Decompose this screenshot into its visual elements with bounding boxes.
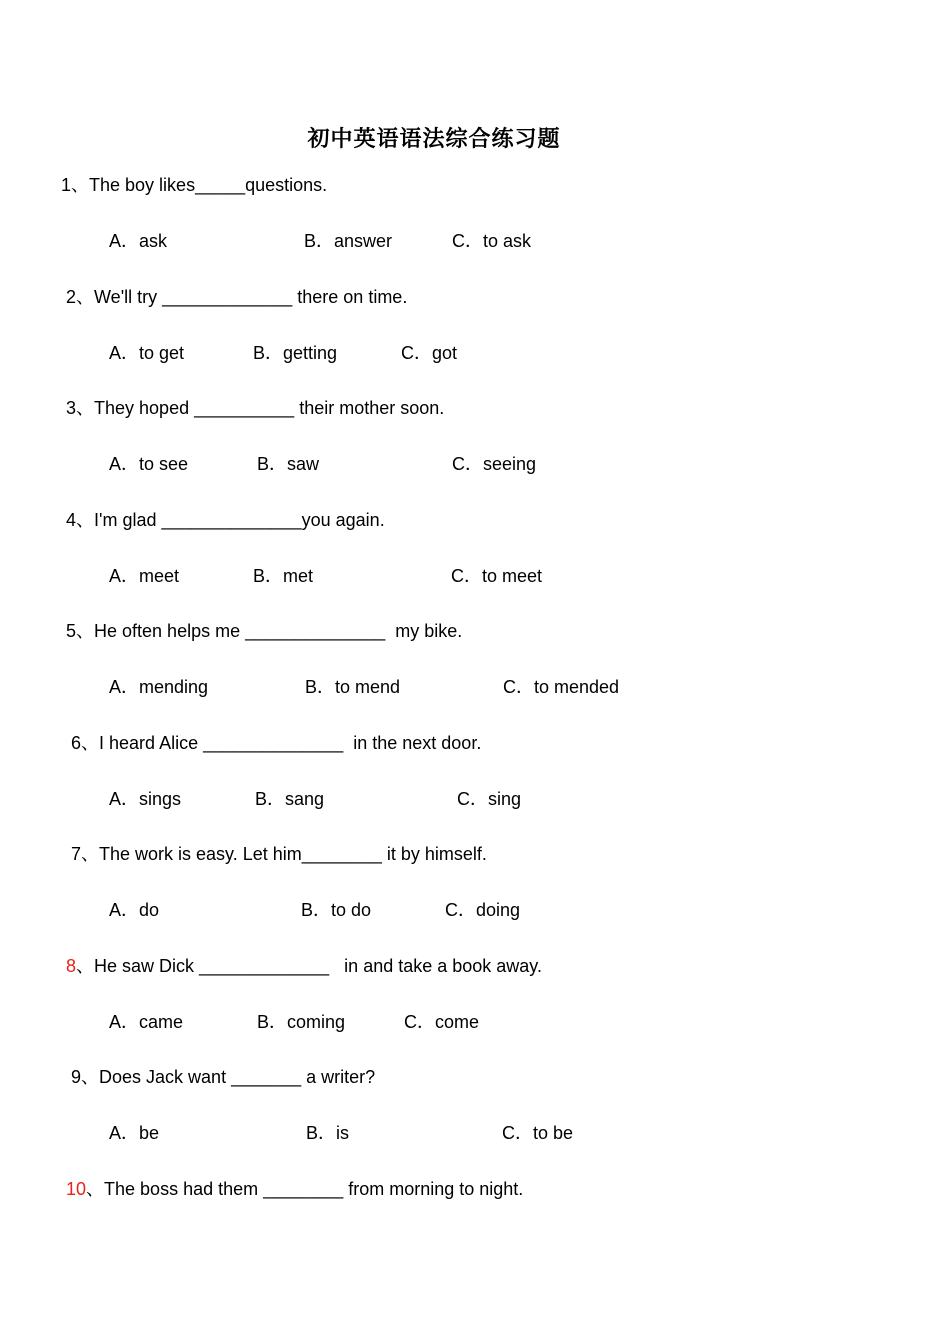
question-1: 1、The boy likes_____questions.: [61, 175, 328, 195]
question-stem: Does Jack want _______ a writer?: [99, 1067, 376, 1087]
question-5: 5、He often helps me ______________ my bike.: [66, 621, 463, 641]
question-number: 1: [61, 175, 72, 195]
option-c: C．to be: [502, 1123, 574, 1143]
question-number: 6: [71, 733, 82, 753]
page-title: 初中英语语法综合练习题: [307, 126, 561, 152]
question-number: 7: [71, 844, 82, 864]
option-b: B．getting: [253, 343, 338, 363]
option-a: A．do: [109, 900, 160, 920]
question-9: 9、Does Jack want _______ a writer?: [71, 1067, 376, 1087]
option-a: A．ask: [109, 231, 168, 251]
option-a: A．to get: [109, 343, 185, 363]
option-b: B．to mend: [305, 677, 401, 697]
option-b: B．met: [253, 566, 314, 586]
question-number: 10: [66, 1179, 87, 1199]
question-number: 8: [66, 956, 77, 976]
option-a: A．mending: [109, 677, 209, 697]
question-4: 4、I'm glad ______________you again.: [66, 510, 385, 530]
option-b: B．sang: [255, 789, 325, 809]
question-stem: We'll try _____________ there on time.: [94, 287, 408, 307]
question-stem: The work is easy. Let him________ it by himself.: [99, 844, 487, 864]
question-number: 9: [71, 1067, 82, 1087]
option-b: B．is: [306, 1123, 350, 1143]
option-c: C．seeing: [452, 454, 537, 474]
question-stem: I'm glad ______________you again.: [94, 510, 385, 530]
question-stem: I heard Alice ______________ in the next door.: [99, 733, 482, 753]
option-b: B．saw: [257, 454, 320, 474]
question-stem: The boy likes_____questions.: [89, 175, 328, 195]
question-stem: He often helps me ______________ my bike.: [94, 621, 463, 641]
question-stem: The boss had them ________ from morning to night.: [104, 1179, 524, 1199]
option-c: C．sing: [457, 789, 522, 809]
option-a: A．to see: [109, 454, 189, 474]
question-10: 10、The boss had them ________ from morning to night.: [66, 1179, 524, 1199]
option-a: A．sings: [109, 789, 182, 809]
option-a: A．came: [109, 1012, 184, 1032]
option-c: C．come: [404, 1012, 480, 1032]
question-2: 2、We'll try _____________ there on time.: [66, 287, 408, 307]
question-6: 6、I heard Alice ______________ in the next door.: [71, 733, 482, 753]
option-c: C．doing: [445, 900, 521, 920]
question-number: 3: [66, 398, 77, 418]
question-7: 7、The work is easy. Let him________ it by himself.: [71, 844, 487, 864]
option-c: C．to meet: [451, 566, 543, 586]
question-number: 2: [66, 287, 77, 307]
question-3: 3、They hoped __________ their mother soon.: [66, 398, 445, 418]
option-a: A．be: [109, 1123, 160, 1143]
question-number: 4: [66, 510, 77, 530]
option-c: C．to mended: [503, 677, 620, 697]
option-a: A．meet: [109, 566, 180, 586]
option-b: B．coming: [257, 1012, 346, 1032]
question-stem: He saw Dick _____________ in and take a book away.: [94, 956, 542, 976]
option-b: B．answer: [304, 231, 393, 251]
question-8: 8、He saw Dick _____________ in and take a book away.: [66, 956, 542, 976]
question-stem: They hoped __________ their mother soon.: [94, 398, 445, 418]
option-c: C．to ask: [452, 231, 532, 251]
option-c: C．got: [401, 343, 458, 363]
question-number: 5: [66, 621, 77, 641]
option-b: B．to do: [301, 900, 372, 920]
